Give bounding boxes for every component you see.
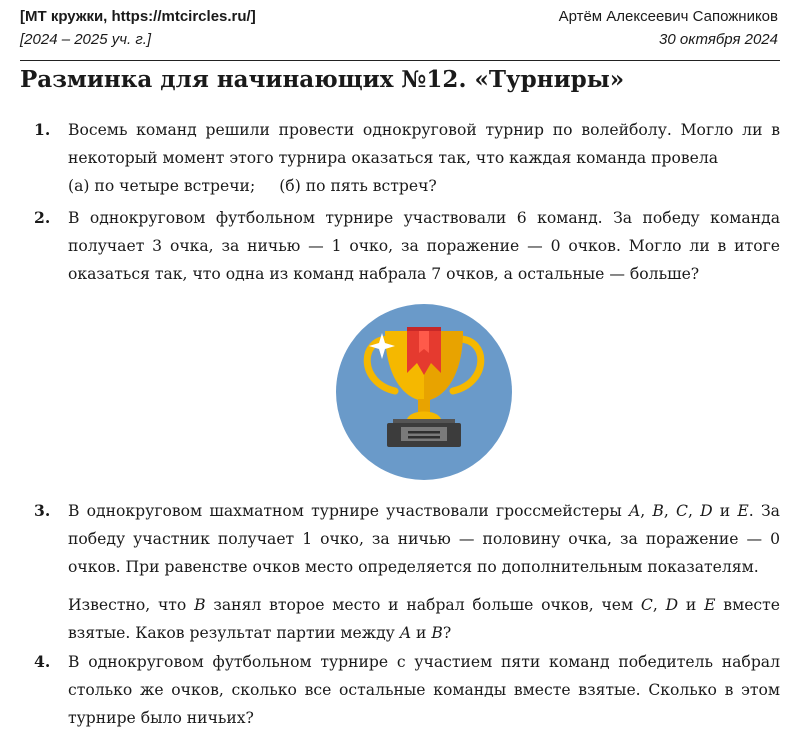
trophy-icon [329,303,519,481]
circle-link[interactable]: [МТ кружки, https://mtcircles.ru/] [20,8,256,25]
plaque-line-2 [408,436,440,439]
problem-text: В однокруговом шахматном турнире участвовали гроссмейстеры A, B, C, D и E. За победу участник получает 1 очко, за ничью — половину очка, за поражение — 0 очков. При равенстве очков место определяется по дополнительным показателям. [68,502,780,576]
problem-number: 2. [34,208,51,227]
trophy-stem [418,399,430,413]
problem-number: 4. [34,652,51,671]
plaque-line-1 [408,431,440,434]
page-title: Разминка для начинающих №12. «Турниры» [20,66,625,93]
header-rule [20,60,780,61]
school-year: [2024 – 2025 уч. г.] [20,31,152,48]
problem-2 [20,204,780,288]
problem-1 [20,116,780,200]
date: 30 октября 2024 [659,31,778,48]
problem-text-2: Известно, что B занял второе место и набрал больше очков, чем C, D и E вместе взятые. Каков результат партии между A и B? [68,596,781,642]
option-b: (б) по пять встреч? [279,177,437,195]
problem-options [68,172,780,200]
problem-number: 1. [34,120,51,139]
author-name: Артём Алексеевич Сапожников [558,8,778,25]
problem-text: В однокруговом футбольном турнире с участием пяти команд победитель набрал столько же очков, сколько все остальные команды вместе взятые. Сколько в этом турнире было ничьих? [68,653,780,727]
base-plaque [401,427,447,441]
problem-3 [20,497,780,647]
problem-number: 3. [34,501,51,520]
problem-text: Восемь команд решили провести однокруговой турнир по волейболу. Могло ли в некоторый момент этого турнира оказаться так, что каждая команда провела [68,121,780,167]
option-a: (а) по четыре встречи; [68,177,256,195]
problem-4 [20,648,780,732]
problem-text: В однокруговом футбольном турнире участвовали 6 команд. За победу команда получает 3 очка, за ничью — 1 очко, за поражение — 0 очков. Могло ли в итоге оказаться так, что одна из команд набрала 7 очков, а остальные — больше? [68,209,780,283]
